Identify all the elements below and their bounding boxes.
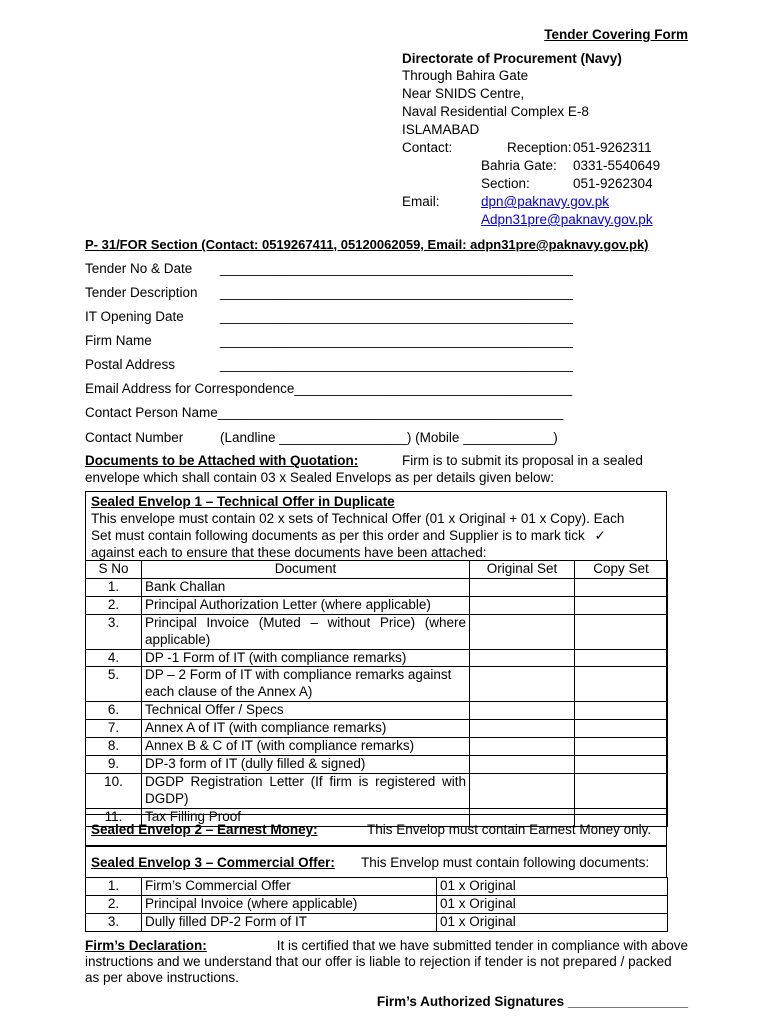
signature-line[interactable]: Firm’s Authorized Signatures ________________: [376, 994, 688, 1009]
field-label: Contact Number: [85, 430, 184, 445]
table-row: [86, 702, 668, 720]
original-check-cell[interactable]: [470, 596, 575, 614]
contact-gate-value: 0331-5540649: [573, 158, 661, 173]
table-row: [86, 773, 668, 808]
row-doc: Principal Invoice (where applicable): [142, 895, 437, 913]
copy-check-cell[interactable]: [575, 667, 668, 702]
envelope1-heading: Sealed Envelop 1 – Technical Offer in Duplicate: [91, 494, 395, 509]
contact-section-label: Section:: [481, 176, 530, 191]
tick-icon: ✓: [594, 528, 606, 543]
copy-check-cell[interactable]: [575, 614, 668, 649]
documents-intro: envelope which shall contain 03 x Sealed Envelops as per details given below:: [85, 470, 555, 485]
envelope1-text-line: Set must contain following documents as per this order and Supplier is to mark tick: [91, 528, 585, 543]
table-row: [86, 895, 668, 913]
email-label: Email:: [402, 194, 440, 209]
firm-name-field[interactable]: _______________________________________________: [220, 333, 573, 348]
table-row: [86, 614, 668, 649]
row-no: 10.: [86, 773, 142, 808]
row-doc: Technical Offer / Specs: [142, 702, 470, 720]
envelope3-text: This Envelop must contain following documents:: [361, 855, 650, 870]
row-no: 7.: [86, 720, 142, 738]
row-doc: Dully filled DP-2 Form of IT: [142, 913, 437, 931]
row-qty: 01 x Original: [437, 913, 668, 931]
declaration-label: Firm’s Declaration:: [85, 938, 207, 953]
table-row: [86, 649, 668, 667]
copy-check-cell[interactable]: [575, 702, 668, 720]
table-row: [86, 878, 668, 896]
table-header-row: [86, 561, 668, 579]
row-doc: Annex A of IT (with compliance remarks): [142, 720, 470, 738]
original-check-cell[interactable]: [470, 667, 575, 702]
field-label: Firm Name: [85, 333, 152, 348]
postal-address-field[interactable]: _______________________________________________: [220, 357, 573, 372]
contact-section-value: 051-9262304: [573, 176, 653, 191]
tender-description-field[interactable]: _______________________________________________: [220, 285, 573, 300]
row-no: 6.: [86, 702, 142, 720]
row-qty: 01 x Original: [437, 895, 668, 913]
form-title: Tender Covering Form: [544, 27, 688, 42]
section-line: P- 31/FOR Section (Contact: 0519267411, 05120062059, Email: adpn31pre@paknavy.gov.pk): [85, 237, 649, 252]
row-doc: Bank Challan: [142, 578, 470, 596]
contact-reception-value: 051-9262311: [573, 140, 652, 155]
row-no: 3.: [86, 913, 142, 931]
col-header-document: Document: [142, 561, 470, 579]
envelope2-heading: Sealed Envelop 2 – Earnest Money:: [91, 822, 318, 837]
field-label: IT Opening Date: [85, 309, 184, 324]
original-check-cell[interactable]: [470, 755, 575, 773]
copy-check-cell[interactable]: [575, 755, 668, 773]
col-header-original: Original Set: [470, 561, 575, 579]
row-no: 2.: [86, 596, 142, 614]
row-doc: DP-3 form of IT (dully filled & signed): [142, 755, 470, 773]
commercial-documents-table: [85, 877, 668, 932]
row-doc: Principal Invoice (Muted – without Price) (where applicable): [142, 614, 470, 649]
original-check-cell[interactable]: [470, 649, 575, 667]
envelope1-text: [91, 528, 606, 544]
row-doc: Tax Filling Proof: [142, 808, 470, 826]
address-line: Near SNIDS Centre,: [402, 86, 525, 101]
original-check-cell[interactable]: [470, 702, 575, 720]
original-check-cell[interactable]: [470, 738, 575, 756]
row-no: 8.: [86, 738, 142, 756]
copy-check-cell[interactable]: [575, 720, 668, 738]
field-label: Tender No & Date: [85, 261, 193, 276]
email-link-dpn[interactable]: dpn@paknavy.gov.pk: [481, 194, 610, 209]
table-row: [86, 667, 668, 702]
tender-no-field[interactable]: _______________________________________________: [220, 261, 573, 276]
it-opening-date-field[interactable]: _______________________________________________: [220, 309, 573, 324]
org-name: Directorate of Procurement (Navy): [402, 51, 622, 66]
row-no: 4.: [86, 649, 142, 667]
envelope3-heading: Sealed Envelop 3 – Commercial Offer:: [91, 855, 335, 870]
row-doc: DP – 2 Form of IT with compliance remarks against each clause of the Annex A): [142, 667, 470, 702]
declaration-text: It is certified that we have submitted tender in compliance with above: [276, 938, 688, 953]
envelope2-text: This Envelop must contain Earnest Money only.: [367, 822, 652, 837]
address-line: Through Bahira Gate: [402, 68, 529, 83]
copy-check-cell[interactable]: [575, 649, 668, 667]
table-row: [86, 738, 668, 756]
table-row: [86, 755, 668, 773]
table-row: [86, 596, 668, 614]
row-doc: Principal Authorization Letter (where applicable): [142, 596, 470, 614]
row-no: 3.: [86, 614, 142, 649]
documents-intro: Firm is to submit its proposal in a sealed: [402, 453, 643, 468]
col-header-copy: Copy Set: [575, 561, 668, 579]
row-no: 1.: [86, 878, 142, 896]
row-qty: 01 x Original: [437, 878, 668, 896]
contact-reception-label: Reception:: [507, 140, 572, 155]
copy-check-cell[interactable]: [575, 578, 668, 596]
contact-gate-label: Bahria Gate:: [481, 158, 557, 173]
row-no: 11.: [86, 808, 142, 826]
row-no: 2.: [86, 895, 142, 913]
field-label: Postal Address: [85, 357, 176, 372]
contact-person-field[interactable]: Contact Person Name______________________________________________: [85, 405, 564, 420]
copy-check-cell[interactable]: [575, 738, 668, 756]
copy-check-cell[interactable]: [575, 596, 668, 614]
row-no: 9.: [86, 755, 142, 773]
envelope1-text: This envelope must contain 02 x sets of Technical Offer (01 x Original + 01 x Copy). Each: [91, 511, 625, 526]
contact-number-field[interactable]: (Landline _________________) (Mobile ____________): [220, 430, 558, 445]
contact-label: Contact:: [402, 140, 453, 155]
documents-heading: Documents to be Attached with Quotation:: [85, 453, 359, 468]
field-label: Tender Description: [85, 285, 198, 300]
declaration: [85, 938, 688, 985]
original-check-cell[interactable]: [470, 720, 575, 738]
original-check-cell[interactable]: [470, 578, 575, 596]
email-correspondence-field[interactable]: Email Address for Correspondence_____________________________________: [85, 381, 573, 396]
copy-check-cell[interactable]: [575, 773, 668, 808]
envelope1-text: against each to ensure that these documents have been attached:: [91, 545, 487, 560]
address-line: Naval Residential Complex E-8: [402, 104, 589, 119]
row-doc: Annex B & C of IT (with compliance remarks): [142, 738, 470, 756]
original-check-cell[interactable]: [470, 773, 575, 808]
table-row: [86, 720, 668, 738]
table-row: [86, 578, 668, 596]
col-header-sno: S No: [86, 561, 142, 579]
row-no: 1.: [86, 578, 142, 596]
row-no: 5.: [86, 667, 142, 702]
row-doc: Firm’s Commercial Offer: [142, 878, 437, 896]
declaration-text: instructions and we understand that our offer is liable to rejection if tender is not prepared / packed: [85, 954, 672, 969]
original-check-cell[interactable]: [470, 614, 575, 649]
row-doc: DP -1 Form of IT (with compliance remarks): [142, 649, 470, 667]
row-doc: DGDP Registration Letter (If firm is registered with DGDP): [142, 773, 470, 808]
address-line: ISLAMABAD: [402, 122, 480, 137]
declaration-text: as per above instructions.: [85, 970, 239, 985]
email-link-adpn[interactable]: Adpn31pre@paknavy.gov.pk: [481, 212, 653, 227]
technical-documents-table: [85, 560, 668, 827]
table-row: [86, 913, 668, 931]
